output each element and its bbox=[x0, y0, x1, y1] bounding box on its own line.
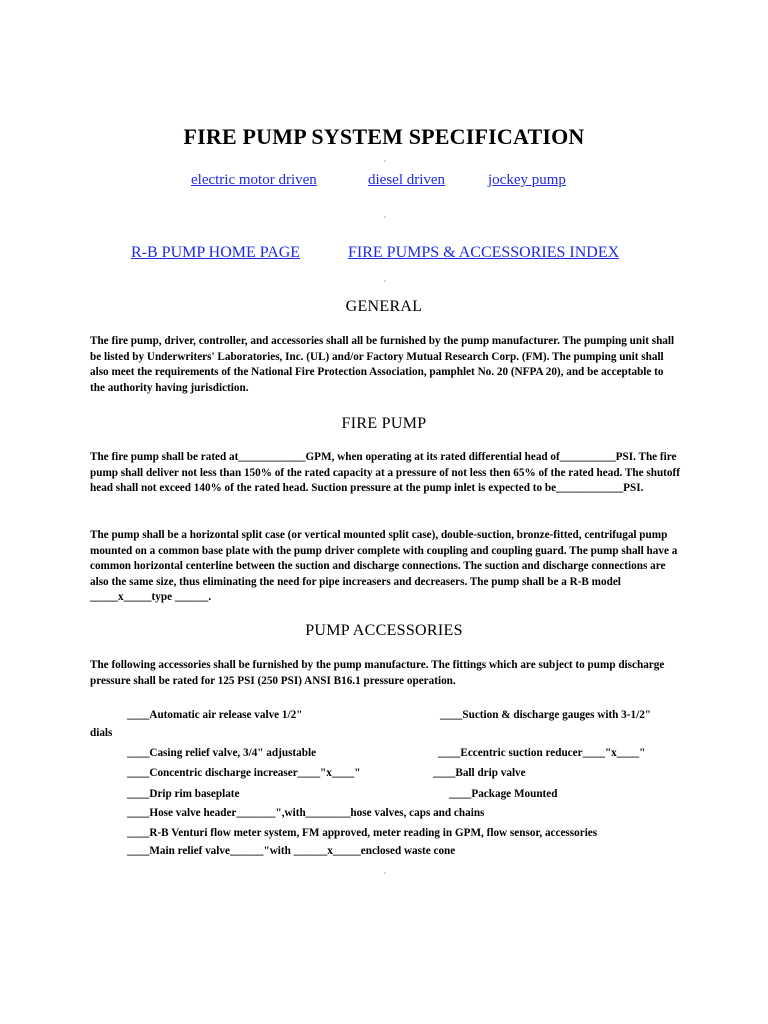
accessory-gauges-dials: dials bbox=[90, 727, 113, 739]
accessory-package-mounted: ____Package Mounted bbox=[449, 788, 558, 800]
accessory-eccentric-suction-reducer: ____Eccentric suction reducer____"x____" bbox=[438, 747, 646, 759]
separator-dot bbox=[384, 872, 386, 874]
accessory-drip-rim-baseplate: ____Drip rim baseplate bbox=[127, 788, 240, 800]
link-rb-pump-home-page[interactable]: R-B PUMP HOME PAGE bbox=[131, 244, 301, 261]
separator-dot bbox=[384, 216, 386, 218]
separator-dot bbox=[384, 160, 386, 162]
heading-general: GENERAL bbox=[345, 298, 423, 315]
page-title: FIRE PUMP SYSTEM SPECIFICATION bbox=[183, 124, 585, 149]
link-fire-pumps-accessories-index[interactable]: FIRE PUMPS & ACCESSORIES INDEX bbox=[348, 244, 620, 261]
accessory-casing-relief-valve: ____Casing relief valve, 3/4" adjustable bbox=[127, 747, 317, 759]
accessory-concentric-discharge-increaser: ____Concentric discharge increaser____"x____" bbox=[127, 767, 361, 779]
accessory-suction-discharge-gauges: ____Suction & discharge gauges with 3-1/2" bbox=[440, 709, 652, 721]
accessory-air-release-valve: ____Automatic air release valve 1/2" bbox=[127, 709, 303, 721]
accessory-main-relief-valve: ____Main relief valve______"with ______x_____enclosed waste cone bbox=[127, 845, 456, 857]
separator-dot bbox=[384, 280, 386, 282]
fire-pump-rating-paragraph: The fire pump shall be rated at____________GPM, when operating at its rated differential head of__________PSI. The fire pump shall deliver not less than 150% of the rated capacity at a pressure of not less then 65% of the rated head. The shutoff head shall not exceed 140% of the rated head. Suction pressure at the pump inlet is expected to be____________PSI. bbox=[90, 451, 680, 495]
accessory-ball-drip-valve: ____Ball drip valve bbox=[433, 767, 526, 779]
accessory-hose-valve-header: ____Hose valve header_______",with________hose valves, caps and chains bbox=[127, 807, 485, 819]
fire-pump-construction-paragraph: The pump shall be a horizontal split case (or vertical mounted split case), double-suction, bronze-fitted, centrifugal pump mounted on a common base plate with the pump driver complete with coupling and coupling guard. The pump shall have a common horizontal centerline between the suction and discharge connections. The suction and discharge connections are also the same size, thus eliminating the need for pipe increasers and decreasers. The pump shall be a R-B model _____x_____type ______. bbox=[90, 529, 678, 604]
accessories-intro-paragraph: The following accessories shall be furnished by the pump manufacture. The fittings which are subject to pump discharge pressure shall be rated for 125 PSI (250 PSI) ANSI B16.1 pressure operation. bbox=[90, 659, 665, 687]
link-jockey-pump[interactable]: jockey pump bbox=[488, 172, 566, 188]
link-diesel-driven[interactable]: diesel driven bbox=[368, 172, 446, 188]
heading-fire-pump: FIRE PUMP bbox=[341, 415, 427, 432]
accessory-venturi-flow-meter: ____R-B Venturi flow meter system, FM approved, meter reading in GPM, flow sensor, accessories bbox=[127, 827, 598, 839]
general-paragraph: The fire pump, driver, controller, and accessories shall all be furnished by the pump manufacturer. The pumping unit shall be listed by Underwriters' Laboratories, Inc. (UL) and/or Factory Mutual Research Corp. (FM). The pumping unit shall also meet the requirements of the National Fire Protection Association, pamphlet No. 20 (NFPA 20), and be acceptable to the authority having jurisdiction. bbox=[90, 335, 675, 394]
link-electric-motor-driven[interactable]: electric motor driven bbox=[191, 172, 317, 188]
heading-pump-accessories: PUMP ACCESSORIES bbox=[305, 622, 463, 639]
